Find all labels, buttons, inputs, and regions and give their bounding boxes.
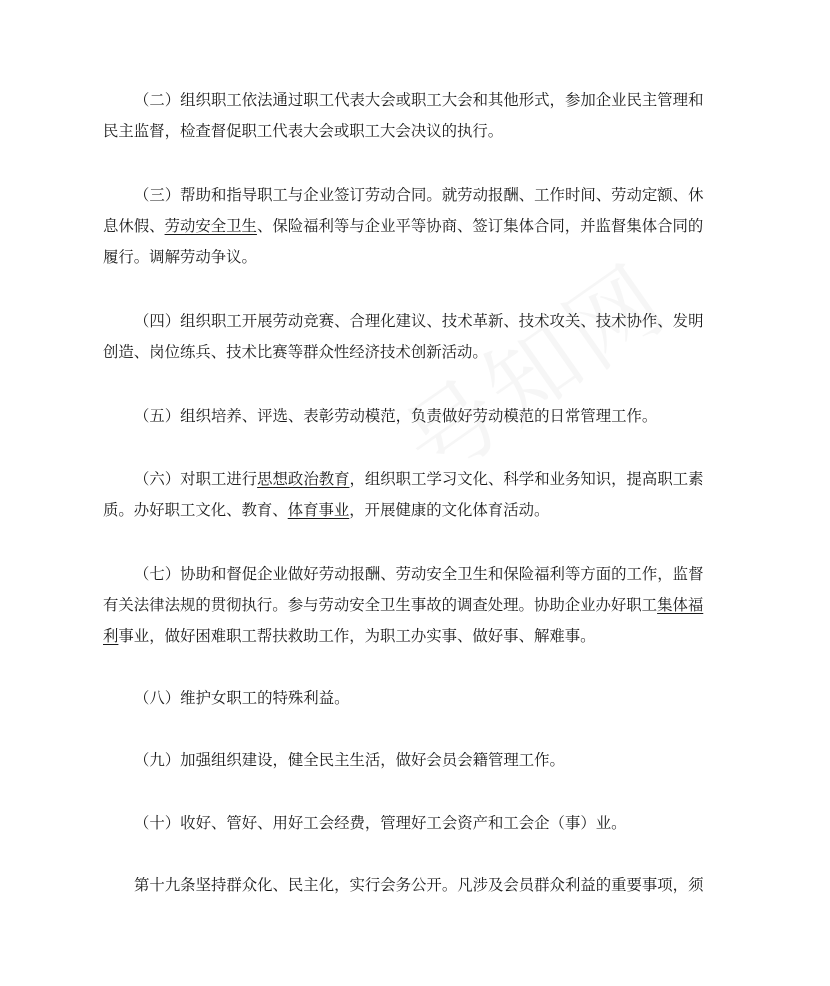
text-segment: 息休假、 — [103, 217, 165, 235]
paragraph-line: （三）帮助和指导职工与企业签订劳动合同。就劳动报酬、工作时间、劳动定额、休 — [134, 186, 704, 204]
paragraph-line — [103, 495, 733, 526]
link-collective-welfare[interactable]: 集体福 — [657, 596, 704, 614]
paragraph-line — [103, 621, 733, 652]
text-segment: （六）对职工进行 — [134, 470, 258, 488]
paragraph-line — [103, 590, 733, 621]
paragraph-line: （八）维护女职工的特殊利益。 — [134, 689, 350, 707]
text-segment: 质。办好职工文化、教育、 — [103, 501, 288, 519]
paragraph-line — [103, 211, 733, 242]
paragraph-line: （十）收好、管好、用好工会经费，管理好工会资产和工会企（事）业。 — [134, 814, 627, 832]
paragraph-line: 民主监督，检查督促职工代表大会或职工大会决议的执行。 — [103, 122, 504, 140]
paragraph-line: （四）组织职工开展劳动竞赛、合理化建议、技术革新、技术攻关、技术协作、发明 — [134, 312, 704, 330]
paragraph-item-5 — [103, 401, 733, 432]
link-collective-welfare-cont[interactable]: 利 — [103, 627, 119, 645]
paragraph-line: （五）组织培养、评选、表彰劳动模范，负责做好劳动模范的日常管理工作。 — [134, 407, 658, 425]
paragraph-line: （二）组织职工依法通过职工代表大会或职工大会和其他形式，参加企业民主管理和 — [134, 91, 704, 109]
text-segment: ，组织职工学习文化、科学和业务知识，提高职工素 — [349, 470, 704, 488]
paragraph-item-9 — [103, 745, 733, 776]
paragraph-item-6 — [103, 464, 733, 526]
paragraph-line: （九）加强组织建设，健全民主生活，做好会员会籍管理工作。 — [134, 751, 565, 769]
article-19 — [103, 870, 733, 901]
paragraph-line: 创造、岗位练兵、技术比赛等群众性经济技术创新活动。 — [103, 343, 488, 361]
paragraph-item-7 — [103, 559, 733, 652]
text-segment: ，开展健康的文化体育活动。 — [349, 501, 550, 519]
paragraph-item-4 — [103, 306, 733, 368]
paragraph-line: 履行。调解劳动争议。 — [103, 248, 257, 266]
text-segment: 、保险福利等与企业平等协商、签订集体合同，并监督集体合同的 — [256, 217, 704, 235]
link-labor-safety[interactable]: 劳动安全卫生 — [164, 217, 257, 235]
paragraph-line — [103, 464, 733, 495]
paragraph-item-3 — [103, 180, 733, 273]
paragraph-item-2 — [103, 85, 733, 147]
text-segment: 事业，做好困难职工帮扶救助工作，为职工办实事、做好事、解难事。 — [118, 627, 596, 645]
link-sports[interactable]: 体育事业 — [287, 501, 350, 519]
paragraph-line: （七）协助和督促企业做好劳动报酬、劳动安全卫生和保险福利等方面的工作，监督 — [134, 565, 704, 583]
link-ideological-education[interactable]: 思想政治教育 — [257, 470, 350, 488]
paragraph-item-8 — [103, 683, 733, 714]
text-segment: 有关法律法规的贯彻执行。参与劳动安全卫生事故的调查处理。协助企业办好职工 — [103, 596, 658, 614]
paragraph-line: 第十九条坚持群众化、民主化，实行会务公开。凡涉及会员群众利益的重要事项，须 — [134, 876, 704, 894]
paragraph-item-10 — [103, 808, 733, 839]
